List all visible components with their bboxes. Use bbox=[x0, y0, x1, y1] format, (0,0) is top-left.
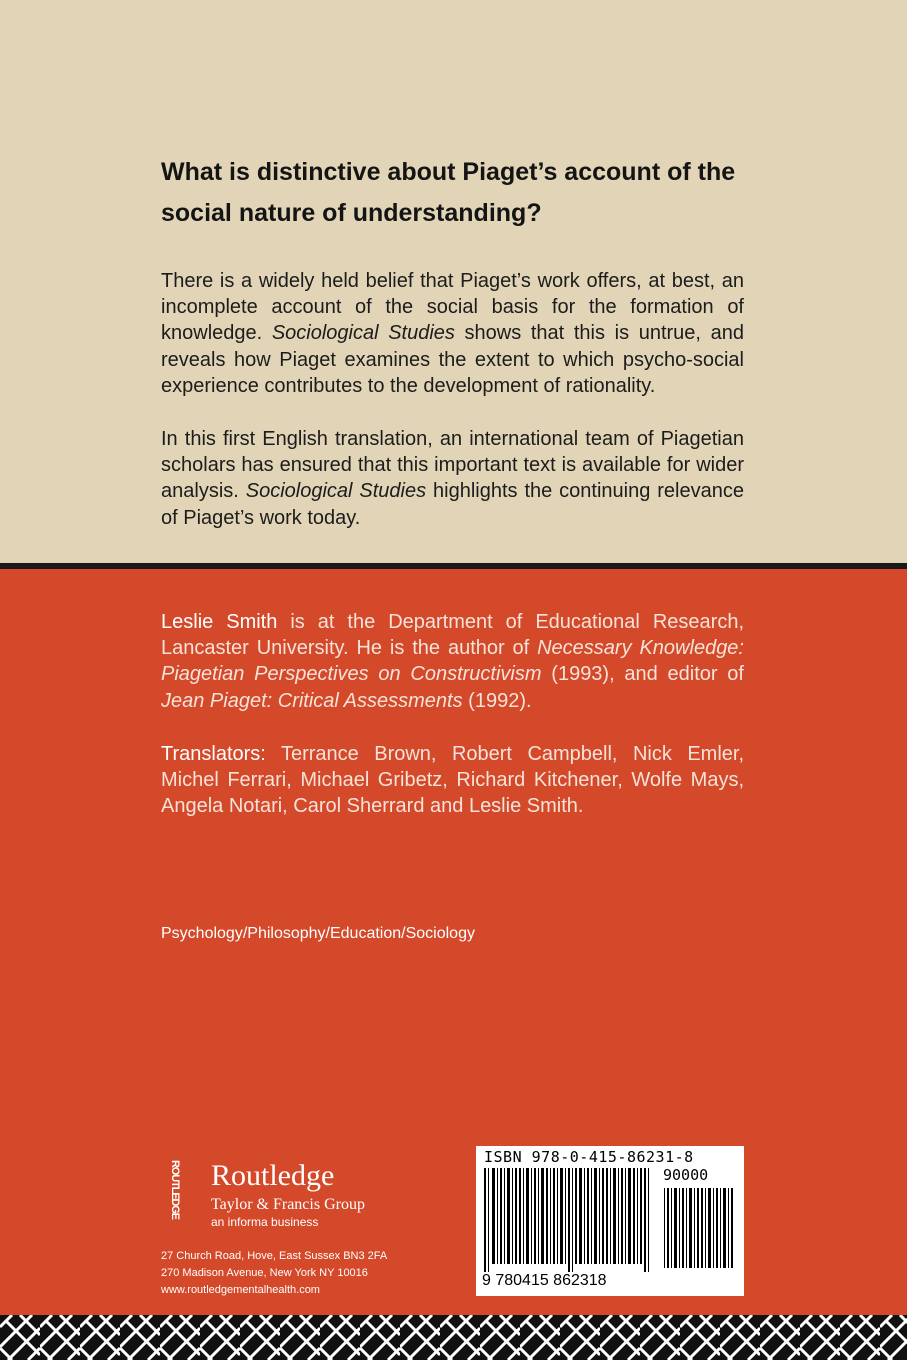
barcode-image bbox=[484, 1168, 740, 1272]
author-bio: Leslie Smith is at the Department of Educational Research, Lancaster University. He is the author of Necessary Knowledge: Piagetian Perspectives on Constructivism (1993), and editor of Jean Piaget: Critical Assessments (1992). bbox=[161, 611, 744, 712]
publisher-address-us: 270 Madison Avenue, New York NY 10016 bbox=[161, 1267, 368, 1279]
routledge-vertical-text: ROUTLEDGE bbox=[169, 1160, 181, 1220]
routledge-vertical-logo bbox=[159, 1160, 181, 1220]
price-code: 90000 bbox=[663, 1166, 709, 1184]
publisher-name: Routledge bbox=[211, 1159, 335, 1192]
publisher-website: www.routledgementalhealth.com bbox=[161, 1284, 320, 1296]
publisher-address-uk: 27 Church Road, Hove, East Sussex BN3 2FA bbox=[161, 1250, 388, 1262]
publisher-tagline: an informa business bbox=[211, 1215, 319, 1229]
cover-heading: What is distinctive about Piaget’s account of the social nature of understanding? bbox=[161, 158, 736, 227]
isbn-barcode-box bbox=[476, 1146, 744, 1296]
decorative-pattern-band bbox=[0, 1315, 907, 1360]
blurb-paragraph-1: There is a widely held belief that Piaget’s work offers, at best, an incomplete account of the social basis for the formation of knowledge. Sociological Studies shows that this is untrue, and reveals how Piaget examines the extent to which psycho-social experience contributes to the development of rationality. bbox=[161, 270, 744, 397]
isbn-text: ISBN 978-0-415-86231-8 bbox=[484, 1148, 694, 1166]
barcode-digits: 9 780415 862318 bbox=[482, 1272, 607, 1289]
publisher-group: Taylor & Francis Group bbox=[211, 1196, 365, 1213]
blurb-paragraph-2: In this first English translation, an international team of Piagetian scholars has ensured that this important text is available for wider analysis. Sociological Studies highlights the continuing relevance of Piaget’s work today. bbox=[161, 428, 744, 529]
translators-list: Translators: Terrance Brown, Robert Campbell, Nick Emler, Michel Ferrari, Michael Gribetz, Richard Kitchener, Wolfe Mays, Angela Notari, Carol Sherrard and Leslie Smith. bbox=[161, 743, 744, 818]
subject-categories: Psychology/Philosophy/Education/Sociology bbox=[161, 925, 475, 942]
